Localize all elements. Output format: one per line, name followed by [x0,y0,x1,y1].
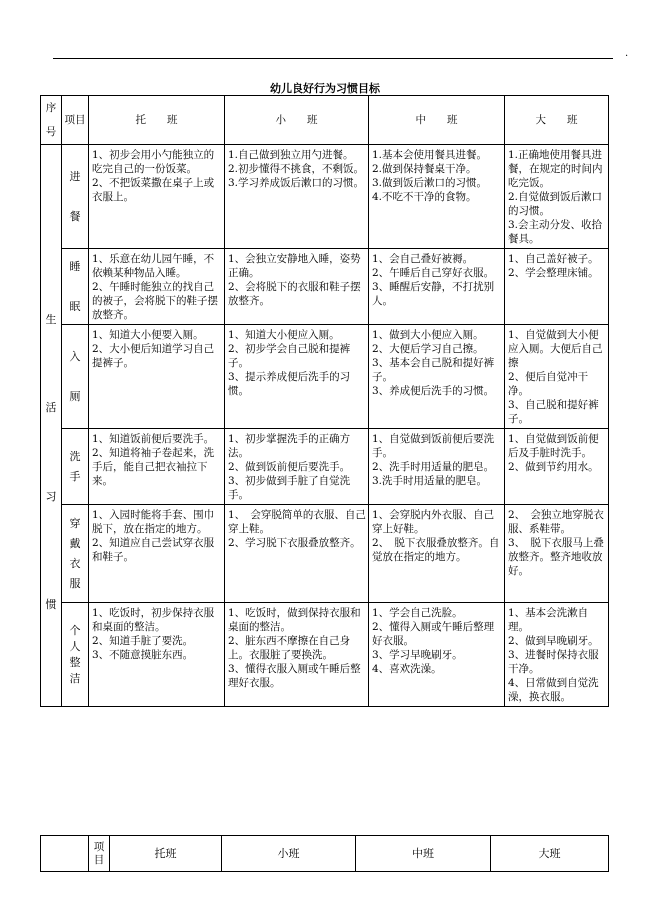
page-title: 幼儿良好行为习惯目标 [270,82,380,95]
header-item: 项目 [62,96,89,145]
line: 1、吃饭时，初步保持衣服和桌面的整洁。 [92,607,215,633]
line: 1.正确地使用餐具进餐，在规定的时间内吃完饭。 [508,149,603,189]
line: 2.初步懂得不挑食，不剩饭。 [228,163,365,175]
line: 1、 会穿脱简单的衣服、自己穿上鞋。 [228,509,366,535]
habits-table [40,95,609,707]
zhong-cell [369,325,505,429]
category-char: 习 [45,490,57,503]
line: 1、知道饭前便后要洗手。 [92,433,215,445]
bottom-header-row [41,836,609,872]
line: 2、午睡时能独立的找自己的被子，会将脱下的鞋子摆放整齐。 [92,281,218,321]
line: 2.自觉做到饭后漱口的习惯。 [508,191,603,217]
line: 1、学会自己洗脸。 [372,607,463,619]
line: 1、做到大小便应入厕。 [372,329,484,341]
line: 2、大便后学习自己擦。 [372,343,484,355]
zhong-cell [369,505,505,603]
bottom-header-xiao: 小班 [222,836,356,872]
da-cell [505,429,609,505]
line: 2、知道手脏了要洗。 [92,635,194,647]
category-cell [41,145,62,707]
tuo-cell [89,145,225,249]
line: 1、初步会用小勺能独立的吃完自己的一份饭菜。 [92,149,215,175]
line: 1、自觉做到饭前便后及手脏时洗手。 [508,433,599,459]
line: 3、基本会自己脱和提好裤子。 [372,357,495,383]
line: 1、初步掌握洗手的正确方法。 [228,433,351,459]
da-cell [505,505,609,603]
line: 1、知道大小便要入厕。 [92,329,204,341]
zhong-cell [369,603,505,707]
category-char: 生 [45,313,57,326]
header-mark: . [625,48,629,59]
item-cell: 睡 眠 [62,249,89,325]
line: 1、自觉做到饭前便后要洗手。 [372,433,495,459]
item-cell: 入 厕 [62,325,89,429]
line: 2、午睡后自己穿好衣服。 [372,267,495,279]
line: 3、提示养成便后洗手的习惯。 [228,371,351,397]
line: 3.学习养成饭后漱口的习惯。 [228,177,365,189]
line: 2、便后自觉冲干净。 [508,371,589,397]
line: 4、日常做到自觉洗澡，换衣服。 [508,677,599,703]
category-char: 惯 [45,598,57,611]
table-header-row [41,96,609,145]
line: 3、不随意摸脏东西。 [92,649,194,661]
bottom-header-zhong: 中班 [356,836,491,872]
bottom-header-item: 项目 [89,836,110,872]
xiao-cell [225,249,369,325]
line: 2、知道将袖子卷起来，洗手后，能自己把衣袖拉下来。 [92,447,215,487]
line: 1、会自己叠好被褥。 [372,253,474,265]
xiao-cell [225,603,369,707]
line: 1、基本会洗漱自理。 [508,607,589,633]
line: 3、初步做到手脏了自觉洗手。 [228,475,351,501]
table-row [41,603,609,707]
line: 1、自觉做到大小便应入厕。大便后自己擦 [508,329,603,369]
line: 4.不吃不干净的食物。 [372,191,477,203]
line: 2、学习脱下衣服叠放整齐。 [228,537,361,549]
line: 2、 脱下衣服叠放整齐。自觉放在指定的地方。 [372,537,500,563]
line: 3、懂得衣服入厕或午睡后整理好衣服。 [228,663,361,689]
header-tuo: 托 班 [89,96,225,145]
line: 2、初步学会自己脱和提裤子。 [228,343,351,369]
zhong-cell [369,249,505,325]
tuo-cell [89,249,225,325]
line: 1、入园时能将手套、围巾脱下，放在指定的地方。 [92,509,215,535]
line: 1、自己盖好被子。 [508,253,599,265]
item-cell: 穿 戴 衣 服 [62,505,89,603]
tuo-cell [89,325,225,429]
xiao-cell [225,505,369,603]
header-zhong: 中 班 [369,96,505,145]
line: 3.会主动分发、收拾餐具。 [508,219,603,245]
xiao-cell [225,429,369,505]
line: 3、养成便后洗手的习惯。 [372,385,495,397]
da-cell [505,249,609,325]
header-da: 大 班 [505,96,609,145]
line: 2、洗手时用适量的肥皂。 [372,461,495,473]
category-char: 活 [45,401,57,414]
header-xiao: 小 班 [225,96,369,145]
line: 2、做到早晚刷牙。 [508,635,599,647]
header-rule [53,58,613,59]
line: 2、脏东西不摩擦在自己身上。衣服脏了要换洗。 [228,635,351,661]
line: 2、会将脱下的衣服和鞋子摆放整齐。 [228,281,361,307]
line: 1、吃饭时，做到保持衣服和桌面的整洁。 [228,607,361,633]
line: 1.自己做到独立用勺进餐。 [228,149,354,161]
bottom-blank-cell [41,836,89,872]
line: 2.做到保持餐桌干净。 [372,163,477,175]
tuo-cell [89,505,225,603]
line: 2、学会整理床铺。 [508,267,599,279]
line: 4、喜欢洗澡。 [372,663,442,675]
line: 1、乐意在幼儿园午睡，不依赖某种物品入睡。 [92,253,215,279]
bottom-header-table [40,835,609,872]
line: 2、做到饭前便后要洗手。 [228,461,351,473]
line: 3、睡醒后安静，不打扰别人。 [372,281,495,307]
item-cell: 个 人 整 洁 [62,603,89,707]
da-cell [505,325,609,429]
line: 1、会独立安静地入睡，姿势正确。 [228,253,361,279]
line: 1.基本会使用餐具进餐。 [372,149,488,161]
table-row [41,249,609,325]
line: 1、知道大小便应入厕。 [228,329,340,341]
line: 3.洗手时用适量的肥皂。 [372,475,488,487]
table-row [41,145,609,249]
line: 3.做到饭后漱口的习惯。 [372,177,488,189]
line: 2、做到节约用水。 [508,461,599,473]
table-row [41,325,609,429]
tuo-cell [89,429,225,505]
line: 2、不把饭菜撒在桌子上或衣服上。 [92,177,215,203]
line: 1、会穿脱内外衣服、自己穿上好鞋。 [372,509,495,535]
da-cell [505,603,609,707]
bottom-header-tuo: 托班 [110,836,222,872]
item-cell: 进 餐 [62,145,89,249]
line: 2、懂得入厕或午睡后整理好衣服。 [372,621,495,647]
xiao-cell [225,145,369,249]
table-row [41,505,609,603]
bottom-header-da: 大班 [491,836,609,872]
table-row [41,429,609,505]
zhong-cell [369,429,505,505]
line: 3、 脱下衣服马上叠放整齐。整齐地收放好。 [508,537,604,577]
da-cell [505,145,609,249]
line: 3、学习早晚刷牙。 [372,649,463,661]
line: 2、大小便后知道学习自己提裤子。 [92,343,215,369]
tuo-cell [89,603,225,707]
line: 3、自己脱和提好裤子。 [508,399,599,425]
header-seq: 序号 [41,96,62,145]
line: 2、 会独立地穿脱衣服、系鞋带。 [508,509,604,535]
xiao-cell [225,325,369,429]
line: 2、知道应自己尝试穿衣服和鞋子。 [92,537,215,563]
line: 3、进餐时保持衣服干净。 [508,649,599,675]
item-cell: 洗 手 [62,429,89,505]
zhong-cell [369,145,505,249]
